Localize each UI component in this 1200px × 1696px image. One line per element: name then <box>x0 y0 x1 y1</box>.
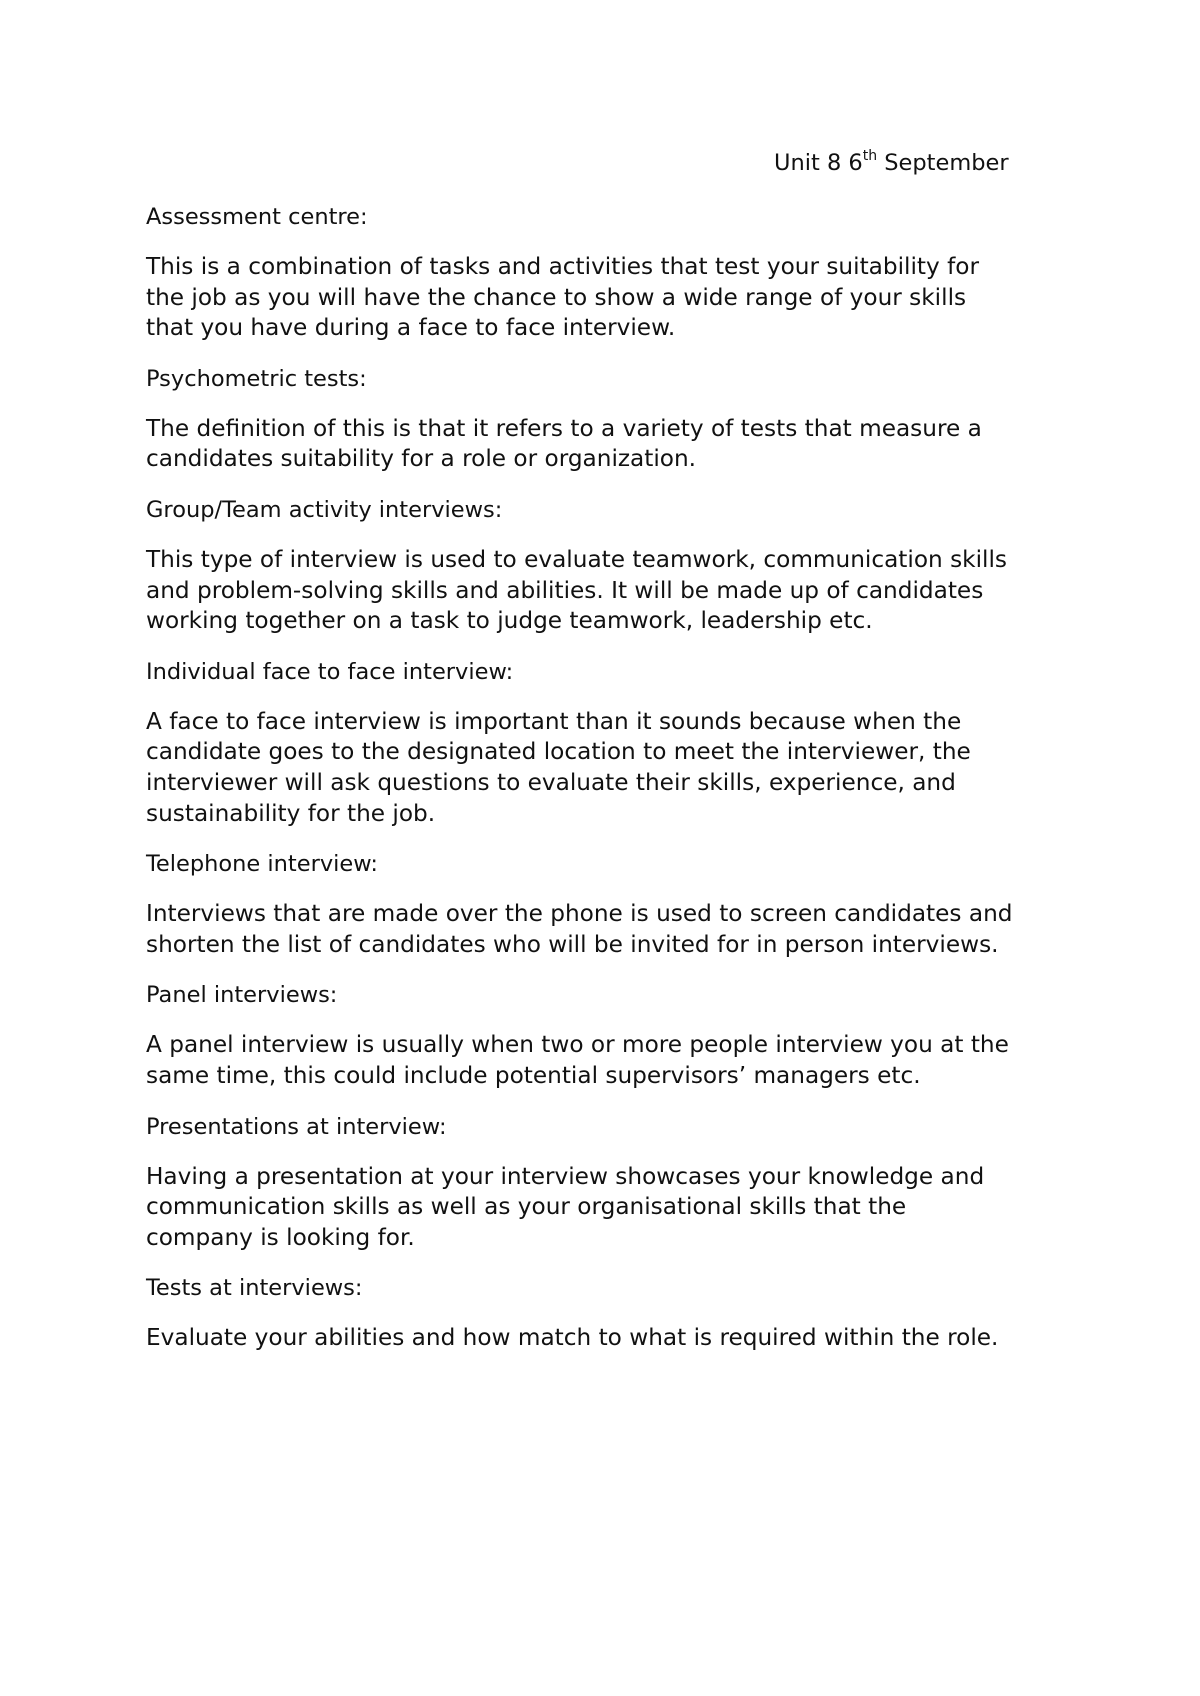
section-body-presentations: Having a presentation at your interview showcases your knowledge and communication skills as well as your organisational skills that the company is looking for. <box>146 1162 985 1251</box>
section-heading-group-team-activity: Group/Team activity interviews: <box>146 496 503 523</box>
section-body-group-team-activity: This type of interview is used to evaluate teamwork, communication skills and problem-solving skills and abilities. It will be made up of candidates working together on a task to judge teamwork, leadership etc. <box>146 545 1007 635</box>
section-body-panel-interviews: A panel interview is usually when two or more people interview you at the same time, this could include potential supervisors’ managers etc. <box>146 1031 1009 1089</box>
section-body-telephone-interview: Interviews that are made over the phone is used to screen candidates and shorten the list of candidates who will be invited for in person interviews. <box>146 900 1013 958</box>
date-ordinal-suffix: th <box>862 147 878 164</box>
date-prefix: Unit 8 6 <box>774 150 863 176</box>
section-body-psychometric-tests: The definition of this is that it refers to a variety of tests that measure a candidates suitability for a role or organization. <box>146 414 982 473</box>
date-line <box>774 148 1009 178</box>
section-heading-psychometric-tests: Psychometric tests: <box>146 365 367 392</box>
date-month: September <box>877 150 1009 176</box>
section-body-tests-at-interviews: Evaluate your abilities and how match to what is required within the role. <box>146 1324 999 1352</box>
section-heading-assessment-centre: Assessment centre: <box>146 204 368 230</box>
section-heading-presentations: Presentations at interview: <box>146 1113 447 1140</box>
section-body-assessment-centre: This is a combination of tasks and activities that test your suitability for the job as you will have the chance to show a wide range of your skills that you have during a face to face interview. <box>146 253 979 342</box>
section-heading-individual-interview: Individual face to face interview: <box>146 658 514 685</box>
document-body <box>146 202 1086 1374</box>
section-heading-telephone-interview: Telephone interview: <box>146 851 379 878</box>
section-heading-tests-at-interviews: Tests at interviews: <box>146 1275 363 1302</box>
section-body-individual-interview: A face to face interview is important than it sounds because when the candidate goes to the designated location to meet the interviewer, the interviewer will ask questions to evaluate their skills, experience, and sustainability for the job. <box>146 707 971 827</box>
section-heading-panel-interviews: Panel interviews: <box>146 982 338 1009</box>
